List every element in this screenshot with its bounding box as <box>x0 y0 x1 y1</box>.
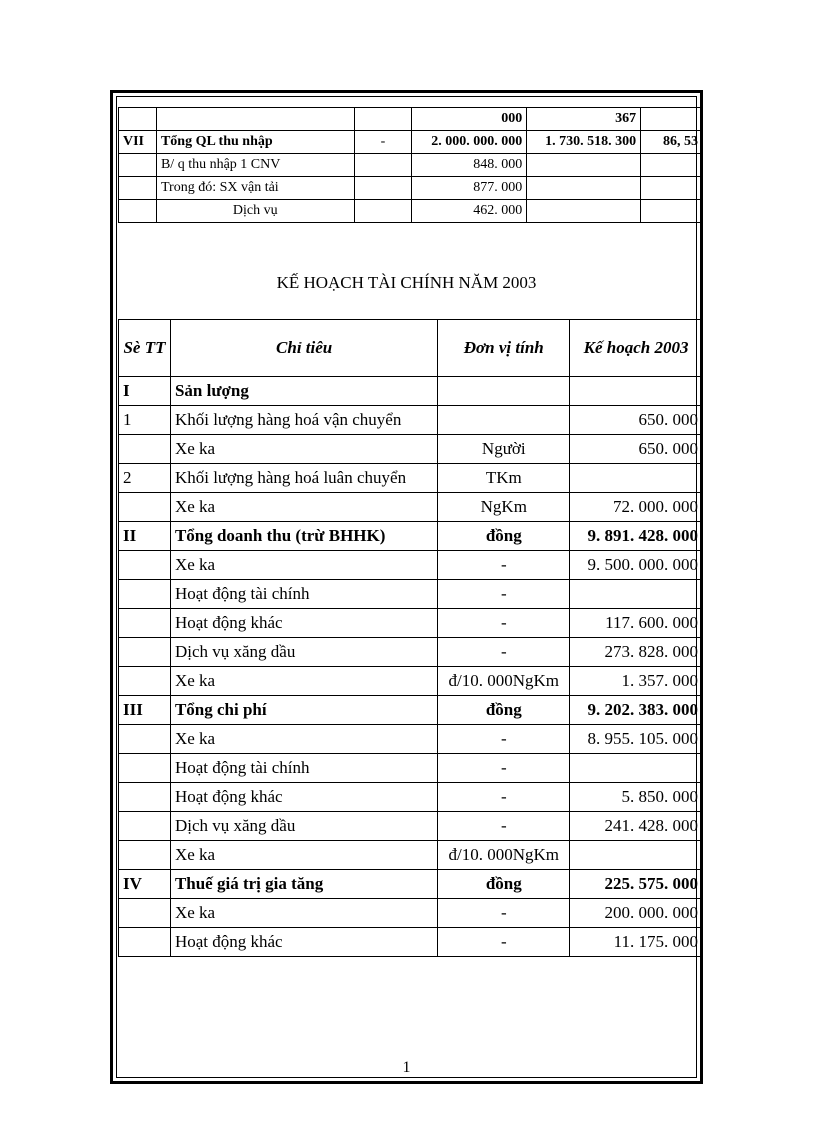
actual-cell <box>527 200 641 223</box>
unit-cell: - <box>438 754 570 783</box>
name-cell: Dịch vụ xăng dầu <box>170 812 437 841</box>
name-cell: Khối lượng hàng hoá luân chuyển <box>170 464 437 493</box>
table-row <box>119 493 703 522</box>
stt-cell <box>119 667 171 696</box>
unit-cell: đồng <box>438 522 570 551</box>
unit-cell: - <box>438 783 570 812</box>
unit-cell: - <box>438 899 570 928</box>
name-cell: Xe ka <box>170 899 437 928</box>
table-row <box>119 928 703 957</box>
stt-cell: VII <box>119 131 157 154</box>
unit-cell <box>438 406 570 435</box>
plan-cell: 9. 202. 383. 000 <box>570 696 703 725</box>
table-row <box>119 696 703 725</box>
stt-cell <box>119 435 171 464</box>
actual-cell: 1. 730. 518. 300 <box>527 131 641 154</box>
plan-cell: 72. 000. 000 <box>570 493 703 522</box>
stt-cell <box>119 899 171 928</box>
name-cell: Hoạt động khác <box>170 609 437 638</box>
table-row <box>119 131 703 154</box>
stt-cell <box>119 580 171 609</box>
plan-cell: 000 <box>412 108 527 131</box>
unit-cell: - <box>438 580 570 609</box>
pct-cell <box>641 200 703 223</box>
stt-cell <box>119 725 171 754</box>
plan-cell: 241. 428. 000 <box>570 812 703 841</box>
stt-cell <box>119 928 171 957</box>
name-cell: Tổng QL thu nhập <box>156 131 354 154</box>
unit-cell: đồng <box>438 870 570 899</box>
table-row <box>119 108 703 131</box>
plan-cell <box>570 841 703 870</box>
unit-cell: đồng <box>438 696 570 725</box>
page-frame <box>110 90 703 1084</box>
table-row <box>119 870 703 899</box>
plan-cell: 225. 575. 000 <box>570 870 703 899</box>
plan-cell: 877. 000 <box>412 177 527 200</box>
name-cell: Tổng chi phí <box>170 696 437 725</box>
stt-cell: 2 <box>119 464 171 493</box>
plan-cell: 273. 828. 000 <box>570 638 703 667</box>
plan-cell <box>570 580 703 609</box>
stt-cell: IV <box>119 870 171 899</box>
name-cell: Xe ka <box>170 841 437 870</box>
unit-cell: TKm <box>438 464 570 493</box>
name-cell: Hoạt động tài chính <box>170 580 437 609</box>
table-row <box>119 638 703 667</box>
name-cell: Xe ka <box>170 551 437 580</box>
table-row <box>119 200 703 223</box>
plan-cell: 9. 500. 000. 000 <box>570 551 703 580</box>
table-row <box>119 154 703 177</box>
name-cell: Hoạt động tài chính <box>170 754 437 783</box>
header-stt: Sè TT <box>119 320 171 377</box>
table-row <box>119 464 703 493</box>
stt-cell <box>119 754 171 783</box>
plan-cell: 462. 000 <box>412 200 527 223</box>
stt-cell <box>119 493 171 522</box>
name-cell: Xe ka <box>170 493 437 522</box>
section-title: KẾ HOẠCH TÀI CHÍNH NĂM 2003 <box>276 273 537 292</box>
name-cell: Xe ka <box>170 435 437 464</box>
header-row <box>119 320 703 377</box>
stt-cell <box>119 841 171 870</box>
stt-cell <box>119 783 171 812</box>
unit-cell: đ/10. 000NgKm <box>438 667 570 696</box>
plan-cell: 5. 850. 000 <box>570 783 703 812</box>
page-inner-border <box>116 96 697 1078</box>
stt-cell <box>119 108 157 131</box>
plan-cell <box>570 754 703 783</box>
table-row <box>119 177 703 200</box>
pct-cell: 86, 53 <box>641 131 703 154</box>
name-cell: Xe ka <box>170 667 437 696</box>
unit-cell: - <box>438 928 570 957</box>
stt-cell <box>119 200 157 223</box>
unit-cell: đ/10. 000NgKm <box>438 841 570 870</box>
actual-cell <box>527 177 641 200</box>
plan-cell: 1. 357. 000 <box>570 667 703 696</box>
header-unit: Đơn vị tính <box>438 320 570 377</box>
plan-cell: 9. 891. 428. 000 <box>570 522 703 551</box>
table-row <box>119 841 703 870</box>
plan-cell: 200. 000. 000 <box>570 899 703 928</box>
plan-cell: 848. 000 <box>412 154 527 177</box>
unit-cell <box>354 177 412 200</box>
table-row <box>119 377 703 406</box>
name-cell: Trong đó: SX vận tải <box>156 177 354 200</box>
stt-cell <box>119 551 171 580</box>
plan-cell <box>570 377 703 406</box>
stt-cell <box>119 154 157 177</box>
plan-cell: 8. 955. 105. 000 <box>570 725 703 754</box>
stt-cell <box>119 812 171 841</box>
name-cell: Xe ka <box>170 725 437 754</box>
table-row <box>119 754 703 783</box>
table-row <box>119 580 703 609</box>
stt-cell <box>119 638 171 667</box>
table-row <box>119 899 703 928</box>
plan-cell <box>570 464 703 493</box>
unit-cell <box>354 154 412 177</box>
unit-cell: NgKm <box>438 493 570 522</box>
name-cell: Dịch vụ xăng dầu <box>170 638 437 667</box>
plan-cell: 650. 000 <box>570 406 703 435</box>
plan-cell: 2. 000. 000. 000 <box>412 131 527 154</box>
stt-cell: 1 <box>119 406 171 435</box>
stt-cell <box>119 609 171 638</box>
table-row <box>119 609 703 638</box>
unit-cell: - <box>354 131 412 154</box>
name-cell: Tổng doanh thu (trừ BHHK) <box>170 522 437 551</box>
financial-plan-table <box>118 319 703 957</box>
pct-cell <box>641 154 703 177</box>
stt-cell: I <box>119 377 171 406</box>
table-row <box>119 406 703 435</box>
stt-cell: III <box>119 696 171 725</box>
unit-cell: - <box>438 609 570 638</box>
pct-cell <box>641 177 703 200</box>
table-row <box>119 551 703 580</box>
stt-cell: II <box>119 522 171 551</box>
name-cell: Hoạt động khác <box>170 928 437 957</box>
unit-cell <box>438 377 570 406</box>
unit-cell: - <box>438 725 570 754</box>
top-table <box>118 107 703 223</box>
table-row <box>119 783 703 812</box>
table-row <box>119 435 703 464</box>
name-cell: Hoạt động khác <box>170 783 437 812</box>
unit-cell <box>354 200 412 223</box>
actual-cell: 367 <box>527 108 641 131</box>
plan-cell: 11. 175. 000 <box>570 928 703 957</box>
name-cell: Sản lượng <box>170 377 437 406</box>
actual-cell <box>527 154 641 177</box>
header-name: Chỉ tiêu <box>170 320 437 377</box>
plan-cell: 650. 000 <box>570 435 703 464</box>
page-number: 1 <box>402 1059 411 1076</box>
name-cell: B/ q thu nhập 1 CNV <box>156 154 354 177</box>
name-cell <box>156 108 354 131</box>
plan-cell: 117. 600. 000 <box>570 609 703 638</box>
name-cell: Dịch vụ <box>156 200 354 223</box>
pct-cell <box>641 108 703 131</box>
unit-cell: - <box>438 812 570 841</box>
table-row <box>119 812 703 841</box>
unit-cell: Người <box>438 435 570 464</box>
table-row <box>119 667 703 696</box>
stt-cell <box>119 177 157 200</box>
name-cell: Khối lượng hàng hoá vận chuyển <box>170 406 437 435</box>
unit-cell: - <box>438 551 570 580</box>
table-row <box>119 522 703 551</box>
unit-cell <box>354 108 412 131</box>
header-plan: Kế hoạch 2003 <box>570 320 703 377</box>
unit-cell: - <box>438 638 570 667</box>
name-cell: Thuế giá trị gia tăng <box>170 870 437 899</box>
table-row <box>119 725 703 754</box>
